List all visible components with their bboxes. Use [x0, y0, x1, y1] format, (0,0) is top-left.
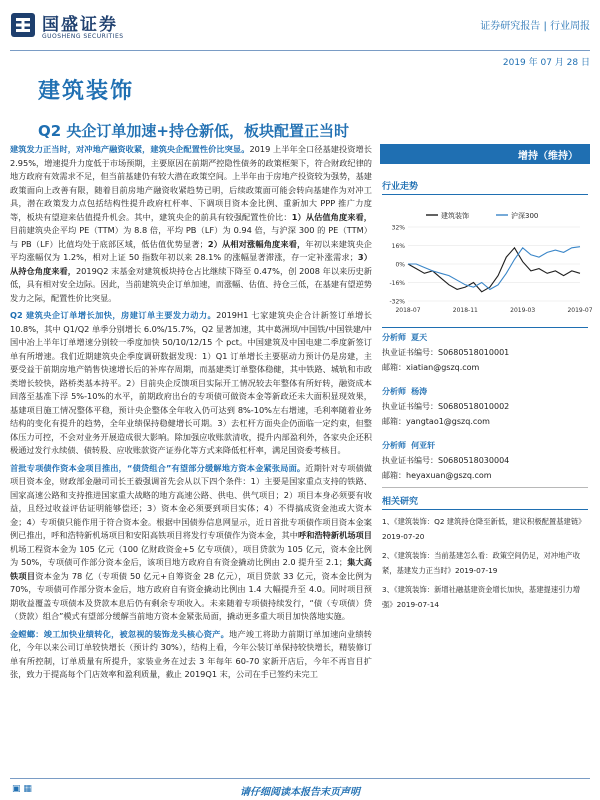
analyst-role: 分析师 — [382, 333, 406, 342]
analyst-cert-line — [382, 401, 509, 412]
email-label: 邮箱： — [382, 417, 406, 426]
analyst-email-line — [382, 362, 479, 373]
y-tick-label: 0% — [395, 261, 405, 269]
analyst-email[interactable]: yangtao1@gszq.com — [406, 417, 490, 426]
logo-name: 国盛证券 — [42, 15, 118, 35]
analyst-divider — [382, 487, 588, 488]
point-lead: 1）从估值角度来看， — [291, 211, 372, 222]
logo-mark-icon — [10, 12, 36, 38]
analyst-email-line — [382, 416, 490, 427]
paragraph-lead: 首批专项债作资本金项目推出，“债贷组合”有望部分缓解地方资本金紧张局面。 — [10, 462, 306, 473]
report-type: 证券研究报告 | 行业周报 — [480, 21, 590, 32]
point-lead: 3）从持仓角度来看， — [10, 252, 372, 276]
cert-label: 执业证书编号： — [382, 348, 438, 357]
x-tick-label: 2019-03 — [510, 307, 536, 314]
cert-number: S0680518010001 — [438, 348, 510, 357]
analyst-role: 分析师 — [382, 387, 406, 396]
analyst-cert-line — [382, 455, 509, 466]
point-lead: 2）从相对涨幅角度来看， — [207, 238, 306, 249]
x-tick-label: 2019-07 — [567, 307, 593, 314]
paragraph — [10, 462, 372, 624]
paragraph — [10, 628, 372, 682]
y-tick-label: -16% — [389, 280, 405, 287]
y-tick-label: 16% — [391, 243, 405, 250]
paragraph-body: 2019H1 七家建筑央企合计新签订单增长 10.8%，其中 Q1/Q2 单季分别增长 6.0%/15.7%，Q2 显著加速，其中葛洲坝/中国铁/中国铁建/中国中冶上半年订单增速分别较一季度加快 50/10/12/15 个 pct。中国建筑及中国电建二季度新签订单有所增速。我们近期建筑央企季度调研数据发现：1）Q1 订单增长主要驱动力预计仍是房建，主要受益于前期房地产销售快速增长后的补库存周期，而基建类订单整体稳健，其中铁路、城轨和市政类增长较快，路桥类基本持平。2）目前央企反馈项目实际开工情况较去年整体有所好转，融资成本回落至基准下浮 5%-10%的水平，前期政府出台的专项债可做资本金等新政还未大面积显现效果，基建项目施工情况整体平稳，预计央企整体全年收入仍可达到 8%-10%左右增速，毛利率随着业务结构的变化有提升的趋势，全年业绩保持稳健增长可期。3）去杠杆方面央企仍面临一定约束，但整体压力可控，不会对业务开展造成很大影响。除加强应收账款清收，提升内部盈利外，各家央企还积极通过发行永续债、债转股、应收账款资产证券化等方式来降低杠杆率，满足国资委考核目。 — [10, 310, 372, 455]
y-tick-label: 32% — [391, 224, 405, 232]
point-body: 资本金为 78 亿（专项债 50 亿元+自筹资金 28 亿元），项目贷款 33 亿元，资本金比例为 70%，专项债可作部分资本金后，地方政府自有资金撬动比例由 1.4 大幅提升至 4.0。同时项目预期收益覆盖专项债本及贷款本息后仍有剩余专项收入。未来随着专项债持续发行，“债（专项债）贷（贷款）组合”模式有望部分缓解当前地方资本金紧张局面，撬动更多重大项目加快落地实施。 — [10, 570, 372, 621]
paragraph — [10, 309, 372, 458]
x-tick-label: 2018-11 — [452, 307, 478, 314]
email-label: 邮箱： — [382, 363, 406, 372]
sector-title: 建筑装饰 — [38, 79, 135, 104]
analyst-email[interactable]: xiatian@gszq.com — [406, 363, 480, 372]
y-tick-label: -32% — [389, 298, 405, 306]
footer-disclaimer: 请仔细阅读本报告末页声明 — [240, 787, 360, 798]
analyst-cert-line — [382, 347, 509, 358]
chart-bottom-divider — [382, 327, 588, 328]
analyst-name: 杨涛 — [411, 387, 428, 396]
analyst-name: 夏天 — [411, 333, 428, 342]
related-title: 相关研究 — [382, 497, 419, 507]
paragraph-body: 2019 上半年全口径基建投资增长 2.95%，增速提升力度低于市场预期，主要原因在前期严控隐性债务的政策框架下，符合财政纪律的地方政府有效需求不足，但当前基建仍有较大潜在政策空间。上半年由于房地产投资较为强势，基建政策面向上改善有限，随着目前房地产融资收紧趋势已明，后续政策面可能会转向基建作为对冲工具，潜在政策发力点包括结构性提升政府杠杆率、下调项目资本金比例、重新加大 PPP 推广力度等，板块有望迎来估值提升机会。其中，建筑央企的前具有较强配置性价比： — [10, 144, 372, 222]
analyst-name-line — [382, 440, 435, 451]
point-body: 目前建筑央企平均 PE（TTM）为 8.8 倍，平均 PB（LF）为 0.94 倍，与沪深 300 的 PE（TTM）与 PB（LF）比值均处于底部区域，低估值优势显著； — [10, 225, 372, 249]
body-text — [10, 143, 372, 686]
x-tick-label: 2018-07 — [395, 307, 421, 314]
analyst-name-line — [382, 332, 427, 343]
series-line — [408, 247, 580, 290]
analyst-email[interactable]: heyaxuan@gszq.com — [406, 471, 492, 480]
report-date: 2019 年 07 月 28 日 — [502, 58, 590, 68]
cert-label: 执业证书编号： — [382, 456, 438, 465]
paragraph-lead: 建筑发力正当时，对冲地产融资收紧，建筑央企配置性价比突显。 — [10, 144, 250, 154]
footer-divider — [10, 778, 590, 779]
wechat-icon[interactable]: ▣ — [12, 784, 21, 794]
related-divider — [382, 509, 588, 510]
related-item[interactable]: 1、《建筑装饰：Q2 建筑持仓降至新低，建议积极配置基建链》2019-07-20 — [382, 517, 586, 541]
series-line — [408, 248, 580, 292]
paragraph-body: 地产竣工将助力前期订单加速向业绩转化，今年以来公司订单较快增长（预计约 30%），结构上看，今年公装订单保持较快增长，精装修订单有所控制，订单质量有所提升，家装业务在过去 3 年每年 60-70 家新开店后，今年不再盲目扩张，致力于提高每个门店效率和盈利质量，截止 2019Q1 末，公司在手已签约未完工 — [10, 628, 372, 679]
report-title: Q2 央企订单加速+持仓新低，板块配置正当时 — [38, 122, 349, 140]
analyst-email-line — [382, 470, 492, 481]
paragraph — [10, 143, 372, 305]
market-trend-divider — [382, 194, 588, 195]
point-lead: 集大高铁项目 — [10, 557, 372, 581]
rating-label: 增持（维持） — [518, 151, 578, 162]
rating-badge — [380, 144, 590, 164]
related-list — [382, 514, 588, 612]
logo-english: GUOSHENG SECURITIES — [42, 33, 124, 40]
point-body: 机场工程资本金为 105 亿元（100 亿财政资金+5 亿专项债），项目贷款为 105 亿元，资本金比例为 50%，专项债可作部分资本金后，该项目地方政府自有资金撬动比例由 2.0 提升至 2.1； — [10, 543, 372, 567]
paragraph-lead: Q2 建筑央企订单增长加快，房建订单主要发力动力。 — [10, 310, 217, 320]
analyst-role: 分析师 — [382, 441, 406, 450]
market-trend-chart — [380, 205, 593, 320]
email-label: 邮箱： — [382, 471, 406, 480]
legend-label-a: 建筑装饰 — [441, 212, 469, 220]
paragraph-lead: 金螳螂：竣工加快业绩转化，被忽视的装饰龙头核心资产。 — [10, 628, 230, 639]
analyst-name: 何亚轩 — [411, 441, 436, 450]
point-lead: 呼和浩特新机场项目 — [297, 530, 372, 540]
header-divider — [10, 50, 590, 51]
cert-number: S0680518030004 — [438, 456, 510, 465]
point-body: 年初以来建筑央企平均涨幅仅为 1.2%，相对上证 50 指数年初以来 28.1% 的涨幅显著滞涨，存一定补涨需求； — [10, 238, 372, 262]
cert-label: 执业证书编号： — [382, 402, 438, 411]
qrcode-icon[interactable]: ▦ — [23, 784, 32, 794]
paragraph-body: 近期针对专项债做项目资本金，财政部金融司司长王毅强调首先会从以下四个条件：1）主要是国家重点支持的铁路、国家高速公路和支持推进国家重大战略的地方高速公路、供电、供气项目；2）项目本身必须要有收益，且经过收益评估证明能够偿还；3）资本金必须要到项目实体；4）不得搞成资金池或大资本金；4）专项债只能作用于符合资本金。根据中国债券信息网显示，近日首批专项债作项目资本金案例已推出，呼和浩特新机场项目和安阳高铁项目将发行专项债作为资本金，其中 — [10, 462, 372, 540]
cert-number: S0680518010002 — [438, 402, 510, 411]
legend-label-b: 沪深300 — [511, 212, 539, 220]
related-item[interactable]: 3、《建筑装饰：新增社融基建资金增长加快，基建提速引力增强》2019-07-14 — [382, 585, 581, 609]
point-body: 2019Q2 末基金对建筑板块持仓占比继续下降至 0.47%，创 2008 年以来历史新低，具有相对安全边际。因此，当前建筑央企订单加速，而涨幅、估值、持仓三低，在基建有望逆势发力之际，配置性价比突显。 — [10, 265, 372, 303]
analyst-name-line — [382, 386, 427, 397]
related-item[interactable]: 2、《建筑装饰：当前基建怎么看：政策空间仍足，对冲地产收紧，基建发力正当时》2019-07-19 — [382, 551, 581, 575]
market-trend-title: 行业走势 — [382, 182, 419, 192]
